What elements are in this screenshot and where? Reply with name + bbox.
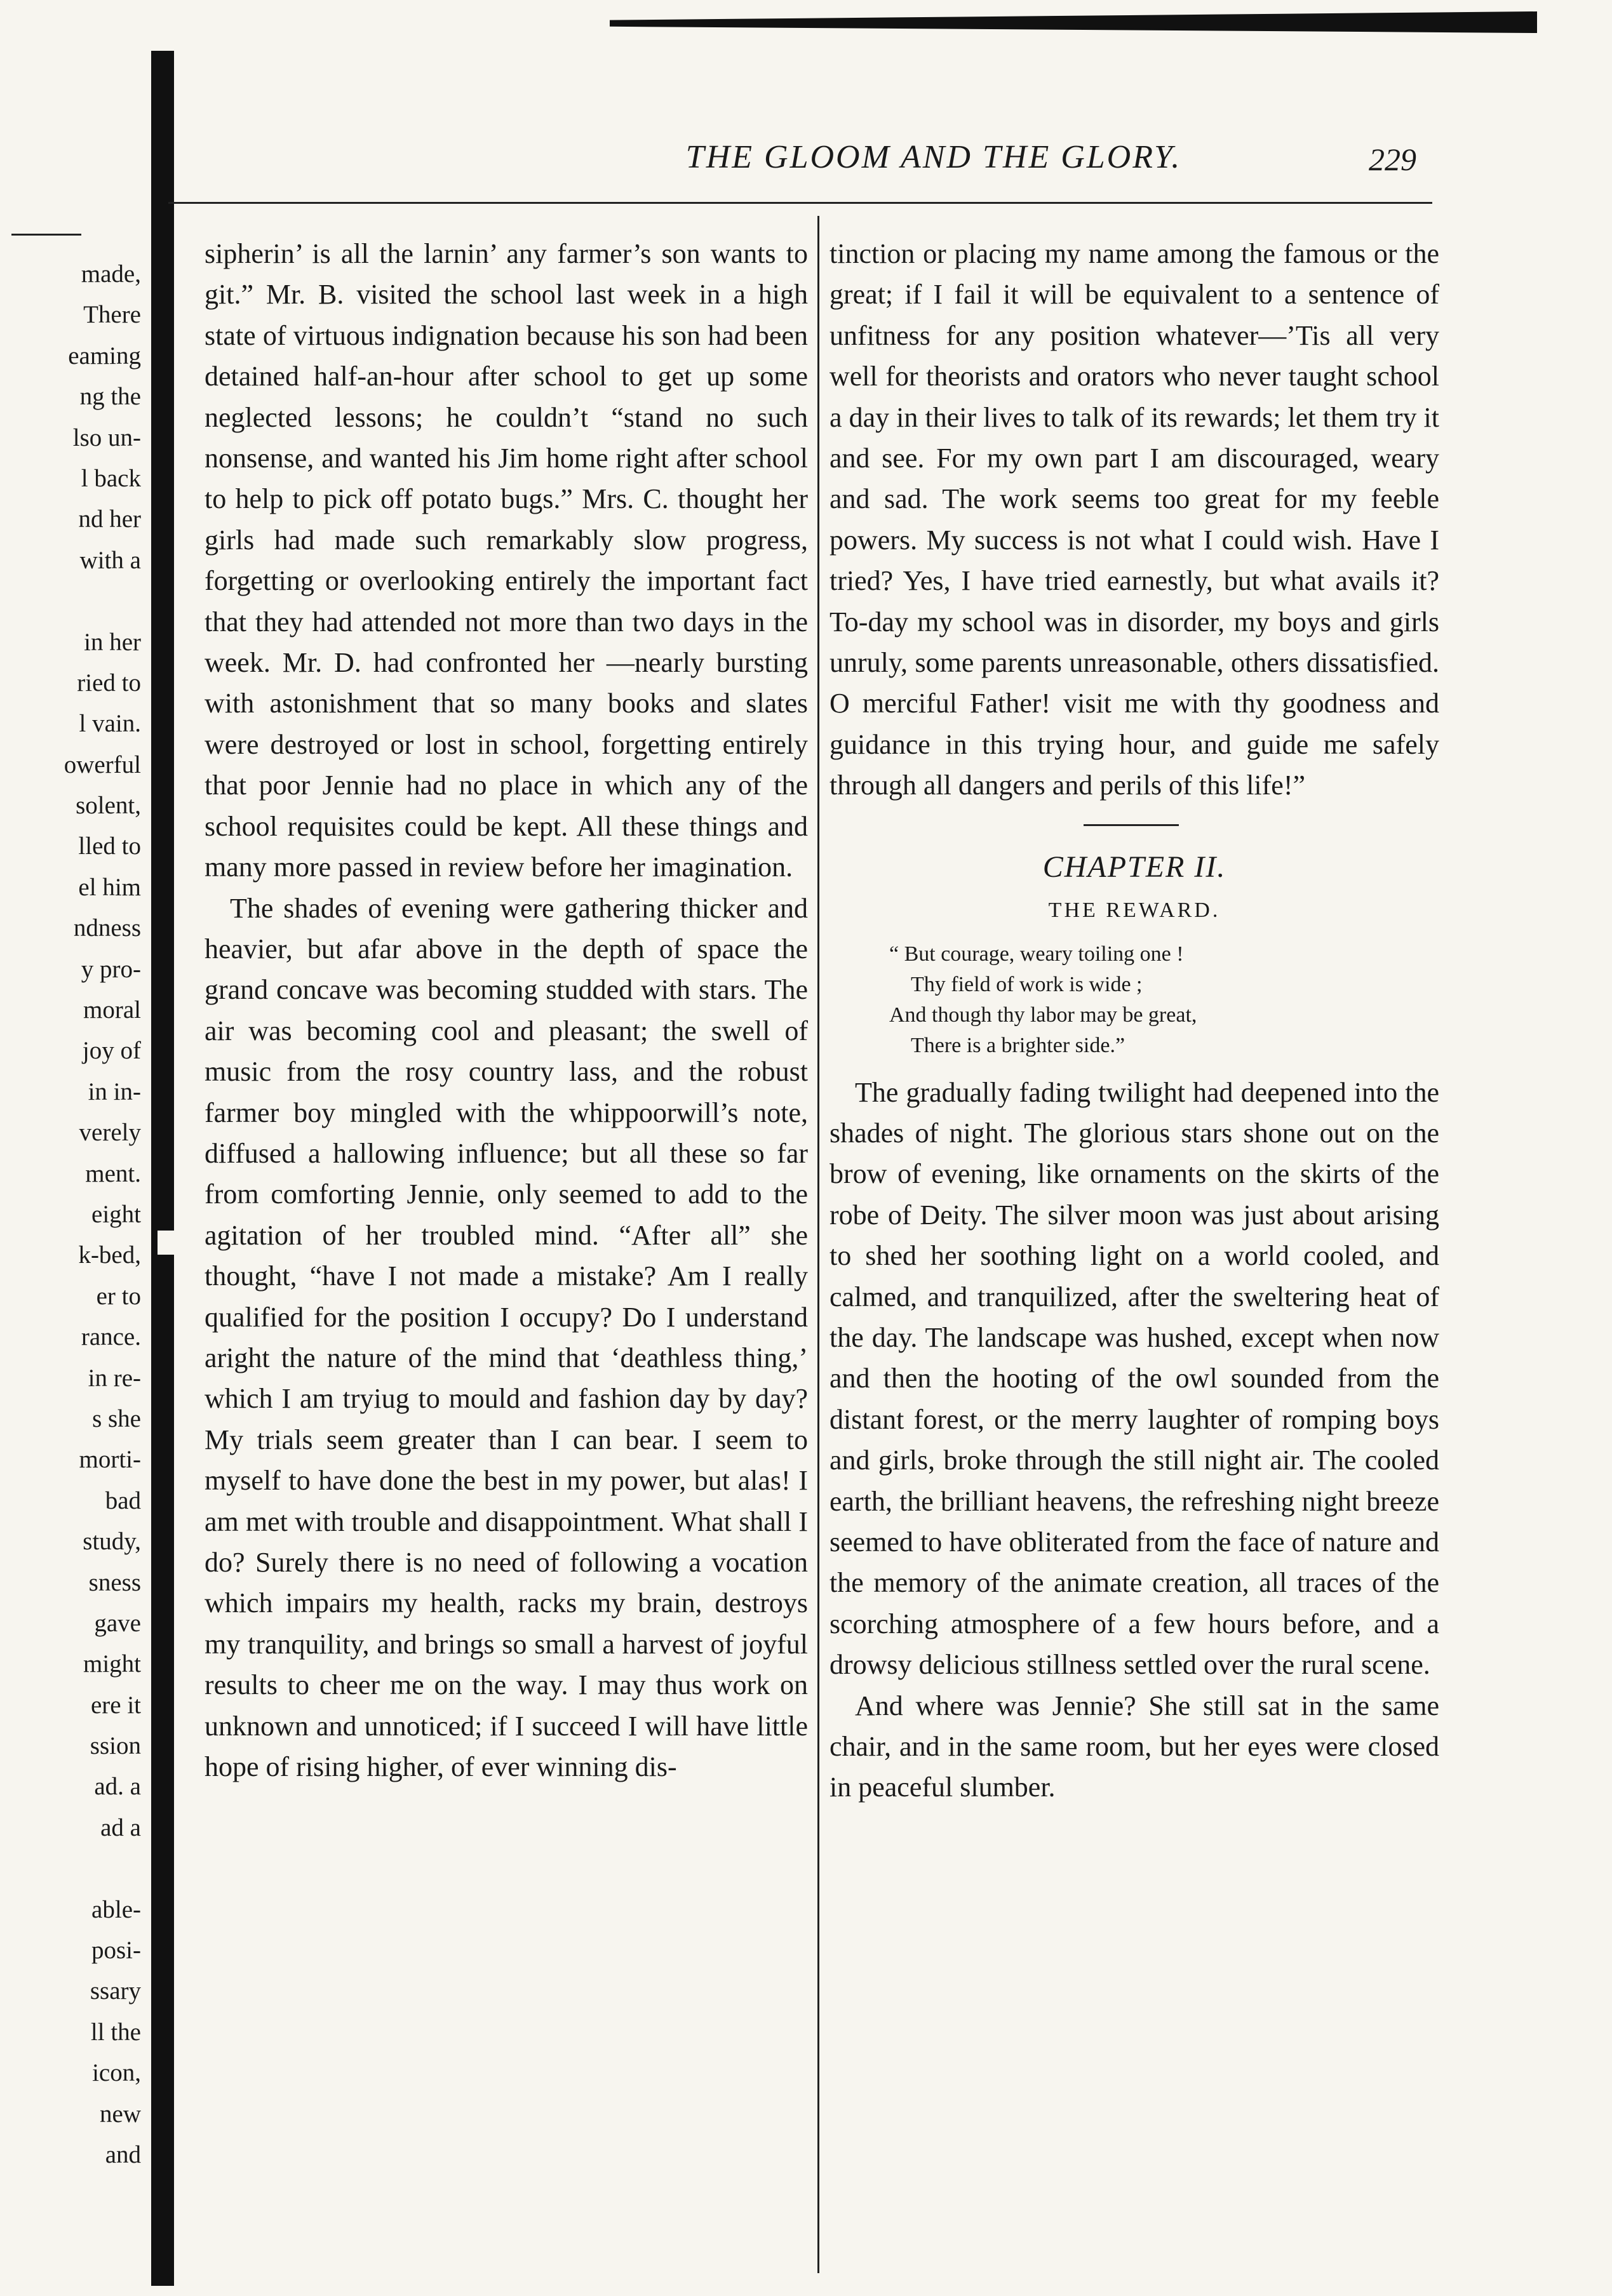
previous-page-fragment (0, 581, 141, 622)
previous-page-fragment: icon, (92, 2059, 141, 2087)
previous-page-fragment: ment. (85, 1159, 141, 1187)
previous-page-fragment: made, (81, 260, 141, 288)
previous-page-fragment: ndness (73, 914, 141, 942)
previous-page-fragment (0, 1848, 141, 1889)
previous-page-fragment: ad a (100, 1813, 141, 1841)
paragraph: The shades of evening were gathering thicker and heavier, but afar above in the depth of space the grand concave was becoming studded with stars. The air was becoming cool and pleasant; the swell of music from the rosy country lass, and the robust farmer boy mingled with the whippoorwill’s note, diffused a hallowing influence; but all these so far from comforting Jennie, only seemed to add to the agitation of her troubled mind. “After all” she thought, “have I not made a mistake? Am I really qualified for the position I occupy? Do I understand aright the nature of the mind that ‘deathless thing,’ which I am tryiug to mould and fashion day by day? My trials seem greater than I can bear. I seem to myself to have done the best in my power, but alas! I am met with trouble and disappointment. What shall I do? Surely there is no need of following a vocation which impairs my health, racks my brain, destroys my tranquility, and brings so small a harvest of joyful results to cheer me on the way. I may thus work on unknown and unnoticed; if I succeed I will have little hope of rising higher, of ever winning dis- (205, 892, 808, 1783)
running-title: THE GLOOM AND THE GLORY. (685, 139, 1182, 175)
verse-line: And though thy labor may be great, (889, 1003, 1197, 1027)
chapter-heading: CHAPTER II. (1042, 850, 1226, 884)
column-divider (817, 216, 819, 2273)
previous-page-fragment: morti- (79, 1446, 141, 1474)
previous-page-fragment: lso un- (72, 424, 141, 451)
header-rule (168, 202, 1432, 204)
previous-page-fragment: bad (105, 1486, 141, 1514)
previous-page-fragment: in in- (88, 1078, 141, 1105)
previous-page-fragment: lled to (78, 832, 141, 860)
previous-page-fragment: in her (84, 628, 141, 656)
previous-page-fragment: l vain. (79, 710, 141, 738)
previous-page-fragment: nd her (78, 505, 141, 533)
epigraph-verse (830, 939, 1439, 1061)
previous-page-rule (11, 234, 81, 236)
previous-page-fragment: eight (91, 1200, 141, 1228)
page-header (165, 138, 1435, 189)
gutter-mark (158, 1231, 177, 1255)
previous-page-fragment: There (83, 301, 141, 329)
paragraph: The gradually fading twilight had deepened into the shades of night. The glorious stars shone out on the brow of evening, like ornaments on the skirts of the robe of Deity. The silver moon was just about arising to shed her soothing light on a world cooled, and calmed, and tranquilized, after the sweltering heat of the day. The landscape was hushed, except when now and then the hooting of the owl sounded from the distant forest, or the merry laughter of romping boys and girls, broke through the still night air. The cooled earth, the brilliant heavens, the refreshing night breeze seemed to have obliterated from the face of nature and the memory of the animate creation, all traces of the scorching atmosphere of a few hours before, and a drowsy delicious stillness settled over the rural scene. (830, 1076, 1439, 1681)
verse-line: There is a brighter side.” (911, 1033, 1125, 1057)
previous-page-fragment: rance. (81, 1323, 141, 1351)
previous-page-fragment: verely (79, 1119, 141, 1147)
text-column-left (205, 234, 808, 1787)
previous-page-fragment: ng the (79, 383, 141, 411)
previous-page-fragment: joy of (82, 1037, 141, 1065)
previous-page-fragment: study, (83, 1528, 141, 1556)
previous-page-fragment: er to (96, 1282, 141, 1310)
previous-page-fragment: moral (83, 996, 141, 1024)
previous-page-fragment: with a (79, 546, 141, 574)
previous-page-fragment: l back (81, 464, 141, 492)
paragraph: sipherin’ is all the larnin’ any farmer’s son wants to git.” Mr. B. visited the school last week in a high state of virtuous indignation because his son had been detained half-an-hour after school to get up some neglected lessons; he couldn’t “stand no such nonsense, and wanted his Jim home right after school to help to pick off potato bugs.” Mrs. C. thought her girls had made such remarkably slow progress, forgetting or overlooking entirely the important fact that they had attended not more than two days in the week. Mr. D. had confronted her —nearly bursting with astonishment that so many books and slates were destroyed or lost in school, forgetting entirely that poor Jennie had no place in which any of the school requisites could be kept. All these things and many more passed in review before her imagination. (205, 238, 808, 883)
previous-page-fragment: in re- (88, 1364, 141, 1392)
page-number: 229 (1369, 142, 1416, 177)
paragraph: tinction or placing my name among the famous or the great; if I fail it will be equivalent to a sentence of unfitness for any position whatever—’Tis all very well for theorists and orators who never taught school a day in their lives to talk of its rewards; let them try it and see. For my own part I am discouraged, weary and sad. The work seems too great for my feeble powers. My success is not what I could wish. Have I tried? Yes, I have tried earnestly, but what avails it? To-day my school was in disorder, my boys and girls unruly, some parents unreasonable, others dissatisfied. O merciful Father! visit me with thy goodness and guidance in this trying hour, and guide me safely through all dangers and perils of this life!” (830, 238, 1439, 801)
previous-page-fragment: sness (88, 1568, 141, 1596)
verse-line: Thy field of work is wide ; (911, 972, 1143, 996)
previous-page-fragment: eaming (68, 342, 141, 370)
previous-page-fragment: owerful (64, 751, 141, 778)
previous-page-fragments (0, 254, 141, 2175)
previous-page-fragment: ere it (90, 1691, 141, 1719)
previous-page-fragment: ssary (90, 1977, 141, 2005)
previous-page-fragment: k-bed, (78, 1241, 141, 1269)
previous-page-fragment: new (100, 2100, 141, 2128)
previous-page-fragment: ad. a (94, 1773, 141, 1801)
previous-page-fragment: ssion (90, 1732, 141, 1760)
chapter-subtitle: THE REWARD. (1048, 898, 1221, 923)
previous-page-fragment: ried to (77, 669, 141, 697)
paragraph: And where was Jennie? She still sat in the same chair, and in the same room, but her eyes were closed in peaceful slumber. (830, 1690, 1439, 1803)
verse-line: “ But courage, weary toiling one ! (889, 942, 1184, 966)
previous-page-fragment: s she (92, 1405, 141, 1432)
previous-page-fragment: el him (78, 873, 141, 901)
previous-page-fragment: might (83, 1650, 141, 1678)
previous-page-fragment: solent, (76, 792, 141, 820)
previous-page-fragment: posi- (91, 1937, 141, 1965)
previous-page-fragment: ll the (90, 2018, 141, 2046)
section-separator (830, 806, 1439, 844)
previous-page-fragment: y pro- (81, 955, 141, 983)
book-gutter-shadow (151, 51, 174, 2286)
previous-page-fragment: gave (94, 1609, 141, 1637)
text-column-right (830, 234, 1439, 1808)
previous-page-fragment: and (105, 2140, 141, 2168)
previous-page-fragment: able- (91, 1895, 141, 1923)
scan-top-edge (610, 11, 1537, 33)
